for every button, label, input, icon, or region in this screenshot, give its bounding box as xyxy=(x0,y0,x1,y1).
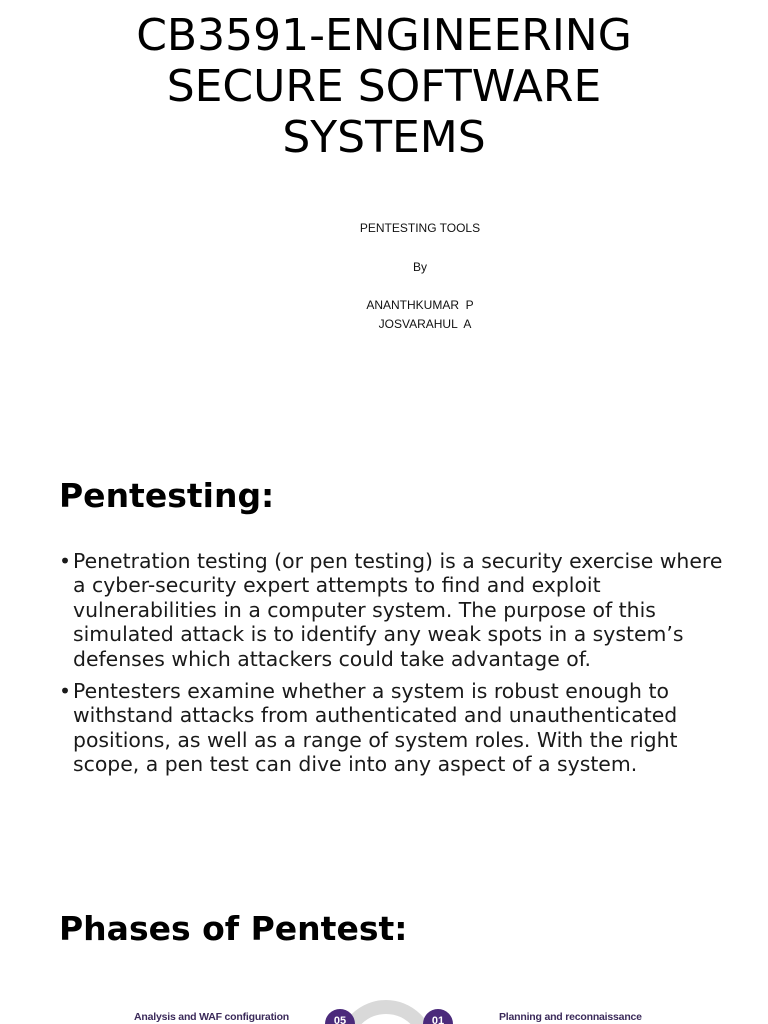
bullet-marker: • xyxy=(59,549,72,573)
title-slide xyxy=(0,0,768,430)
title-line: CB3591-ENGINEERING xyxy=(136,10,632,61)
authors xyxy=(0,296,768,334)
by-label: By xyxy=(412,260,427,274)
slide-heading: Pentesting: xyxy=(59,476,275,515)
subtitle-text: PENTESTING TOOLS xyxy=(359,221,481,235)
title-line: SYSTEMS xyxy=(282,112,486,163)
bullet-item xyxy=(59,549,729,671)
subtitle xyxy=(0,219,768,238)
bullet-marker: • xyxy=(59,679,72,704)
pentesting-slide xyxy=(0,430,768,885)
slide-heading: Phases of Pentest: xyxy=(59,909,408,948)
bullet-text: Pentesters examine whether a system is robust enough to withstand attacks from authenticated and unauthenticated positions, as well as a range of system roles. With the right scope, a pen test can dive into any aspect of a system. xyxy=(73,679,678,777)
author-name: ANANTHKUMAR P xyxy=(366,298,474,312)
phase-ring xyxy=(344,1007,428,1024)
by-line xyxy=(0,258,768,277)
phase-label: Analysis and WAF configuration xyxy=(134,1011,290,1023)
presentation-title xyxy=(0,10,768,163)
bullet-item xyxy=(59,679,729,777)
phase-label: Planning and reconnaissance xyxy=(499,1011,642,1023)
bullet-text: Penetration testing (or pen testing) is a security exercise where a cyber-security expert attempts to find and exploit vulnerabilities in a computer system. The purpose of this simulated attack is to identify any weak spots in a system’s defenses which attackers could take advantage of. xyxy=(73,549,723,671)
author-name: JOSVARAHUL A xyxy=(378,317,472,331)
phase-number-badge: 01 xyxy=(423,1009,453,1024)
phases-slide xyxy=(0,885,768,1024)
title-line: SECURE SOFTWARE xyxy=(166,61,602,112)
bullet-list xyxy=(59,549,729,785)
phase-number-badge: 05 xyxy=(325,1009,355,1024)
